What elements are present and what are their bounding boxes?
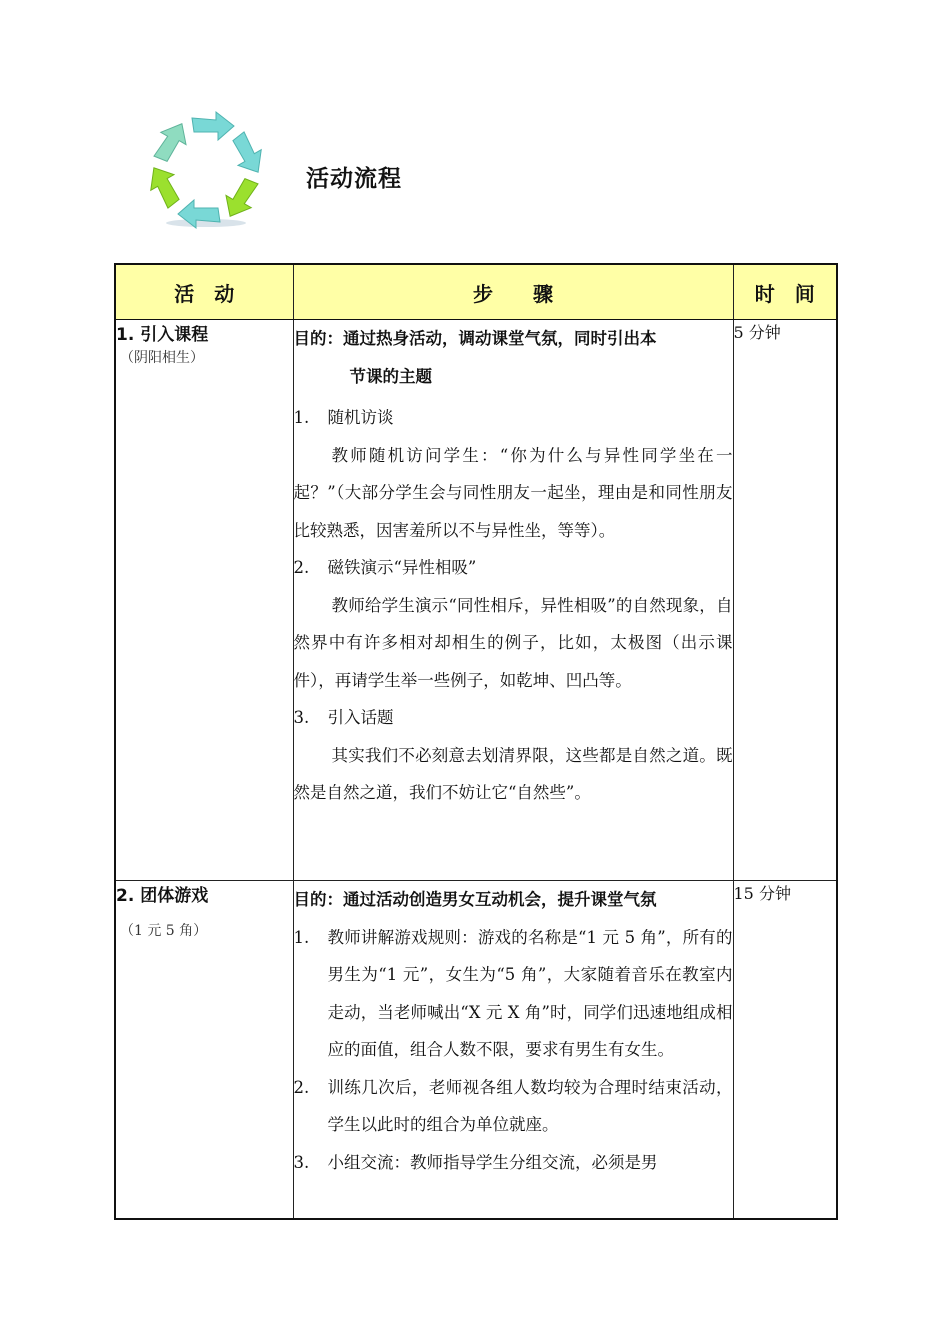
- arrow-segment: [225, 129, 264, 179]
- cycle-arrows-icon: [148, 110, 264, 230]
- table-row: [115, 320, 837, 881]
- activity-name: 1. 引入课程: [116, 325, 209, 345]
- steps-cell: [293, 881, 733, 1219]
- goal-text: 目的：通过热身活动，调动课堂气氛，同时引出本: [293, 329, 657, 348]
- header-activity: 活 动: [115, 264, 293, 320]
- arrow-segment: [149, 117, 194, 167]
- arrow-segment: [192, 112, 234, 140]
- step-item: 3. 小组交流：教师指导学生分组交流，必须是男: [293, 1152, 658, 1172]
- activity-subtitle: （阴阳相生）: [120, 350, 204, 366]
- activity-subtitle: （1 元 5 角）: [120, 923, 208, 939]
- table-row: [115, 881, 837, 1219]
- time-cell: 15 分钟: [733, 881, 837, 1219]
- step-body: 教师给学生演示“同性相斥，异性相吸”的自然现象，自然界中有许多相对却相生的例子，比如，太极图（出示课件），再请学生举一些例子，如乾坤、凹凸等。: [293, 595, 733, 690]
- step-title: 2. 磁铁演示“异性相吸”: [293, 558, 477, 577]
- goal-text: 目的：通过活动创造男女互动机会，提升课堂气氛: [293, 890, 657, 909]
- goal-text-cont: 节课的主题: [349, 366, 432, 386]
- step-item: 2. 训练几次后，老师视各组人数均较为合理时结束活动，学生以此时的组合为单位就座。: [293, 1077, 733, 1134]
- activity-table: [114, 263, 838, 1220]
- step-title: 1. 随机访谈: [293, 408, 394, 427]
- page-title: 活动流程: [306, 166, 402, 192]
- step-body: 其实我们不必刻意去划清界限，这些都是自然之道。既然是自然之道，我们不妨让它“自然些”。: [293, 745, 733, 802]
- table-header-row: [115, 264, 837, 320]
- time-cell: 5 分钟: [733, 320, 837, 881]
- step-title: 3. 引入话题: [293, 708, 394, 727]
- activity-name: 2. 团体游戏: [116, 886, 209, 906]
- header-steps: 步 骤: [293, 264, 733, 320]
- header-time: 时 间: [733, 264, 837, 320]
- step-item: 1. 教师讲解游戏规则：游戏的名称是“1 元 5 角”，所有的男生为“1 元”，女生为“5 角”，大家随着音乐在教室内走动，当老师喊出“X 元 X 角”时，同学们迅速地组成相应的面值，组合人数不限，要求有男生有女生。: [293, 927, 733, 1059]
- step-body: 教师随机访问学生：“你为什么与异性同学坐在一起？”（大部分学生会与同性朋友一起坐，理由是和同性朋友比较熟悉，因害羞所以不与异性坐，等等）。: [293, 445, 733, 540]
- activity-cell: [115, 320, 293, 881]
- activity-cell: [115, 881, 293, 1219]
- steps-cell: [293, 320, 733, 881]
- arrow-segment: [148, 161, 187, 211]
- arrow-segment: [218, 173, 263, 223]
